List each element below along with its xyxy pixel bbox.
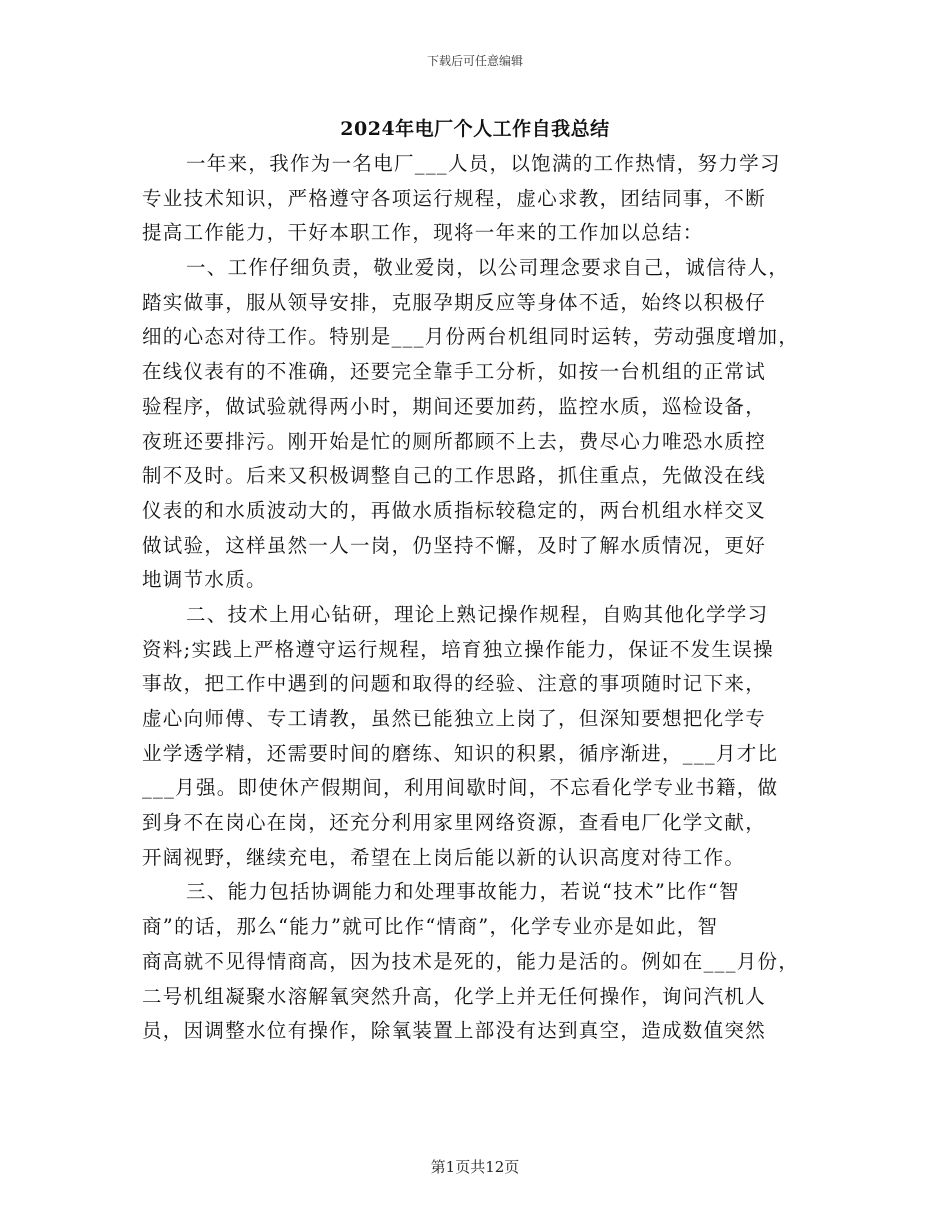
paragraph-line: 制不及时。后来又积极调整自己的工作思路，抓住重点，先做没在线 [142, 464, 767, 488]
paragraph-line: 在线仪表有的不准确，还要完全靠手工分析，如按一台机组的正常试 [142, 360, 767, 384]
paragraph-line: 一、工作仔细负责，敬业爱岗，以公司理念要求自己，诚信待人， [186, 256, 790, 280]
paragraph-line: 员，因调整水位有操作，除氧装置上部没有达到真空，造成数值突然 [142, 1019, 767, 1043]
paragraph-line: 夜班还要排污。刚开始是忙的厕所都顾不上去，费尽心力唯恐水质控 [142, 429, 767, 453]
paragraph-line: 商”的话，那么“能力”就可比作“情商”，化学专业亦是如此，智 [142, 915, 719, 939]
paragraph-line: ___月强。即使休产假期间，利用间歇时间，不忘看化学专业书籍，做 [142, 776, 779, 800]
paragraph-line: 业学透学精，还需要时间的磨练、知识的积累，循序渐进，___月才比 [142, 741, 779, 765]
paragraph-line: 三、能力包括协调能力和处理事故能力，若说“技术”比作“智 [186, 880, 740, 904]
paragraph-line: 踏实做事，服从领导安排，克服孕期反应等身体不适，始终以积极仔 [142, 290, 767, 314]
paragraph-line: 事故，把工作中遇到的问题和取得的经验、注意的事项随时记下来， [142, 672, 767, 696]
paragraph-line: 细的心态对待工作。特别是___月份两台机组同时运转，劳动强度增加， [142, 325, 800, 349]
paragraph-line: 做试验，这样虽然一人一岗，仍坚持不懈，及时了解水质情况，更好 [142, 533, 767, 557]
paragraph-line: 二、技术上用心钻研，理论上熟记操作规程，自购其他化学学习 [186, 602, 769, 626]
page-footer: 第1页共12页 [430, 1158, 520, 1176]
paragraph-line: 验程序，做试验就得两小时，期间还要加药，监控水质，巡检设备， [142, 394, 767, 418]
paragraph-line: 一年来，我作为一名电厂___人员，以饱满的工作热情，努力学习 [186, 152, 781, 175]
paragraph-line: 提高工作能力，干好本职工作，现将一年来的工作加以总结： [142, 221, 704, 245]
paragraph-line: 二号机组凝聚水溶解氧突然升高，化学上并无任何操作，询问汽机人 [142, 984, 767, 1008]
document-title: 2024年电厂个人工作自我总结 [340, 118, 610, 140]
paragraph-line: 商高就不见得情商高，因为技术是死的，能力是活的。例如在___月份， [142, 949, 800, 973]
page-header: 下载后可任意编辑 [426, 54, 523, 68]
paragraph-line: 虚心向师傅、专工请教，虽然已能独立上岗了，但深知要想把化学专 [142, 707, 767, 730]
paragraph-line: 专业技术知识，严格遵守各项运行规程，虚心求教，团结同事，不断 [142, 186, 767, 210]
paragraph-line: 仪表的和水质波动大的，再做水质指标较稳定的，两台机组水样交叉 [142, 498, 767, 522]
paragraph-line: 地调节水质。 [142, 568, 267, 592]
document-body [142, 147, 817, 1049]
paragraph-line: 资料;实践上严格遵守运行规程，培育独立操作能力，保证不发生误操 [142, 637, 774, 661]
paragraph-line: 开阔视野，继续充电，希望在上岗后能以新的认识高度对待工作。 [142, 845, 746, 869]
paragraph-line: 到身不在岗心在岗，还充分利用家里网络资源，查看电厂化学文献， [142, 811, 767, 835]
